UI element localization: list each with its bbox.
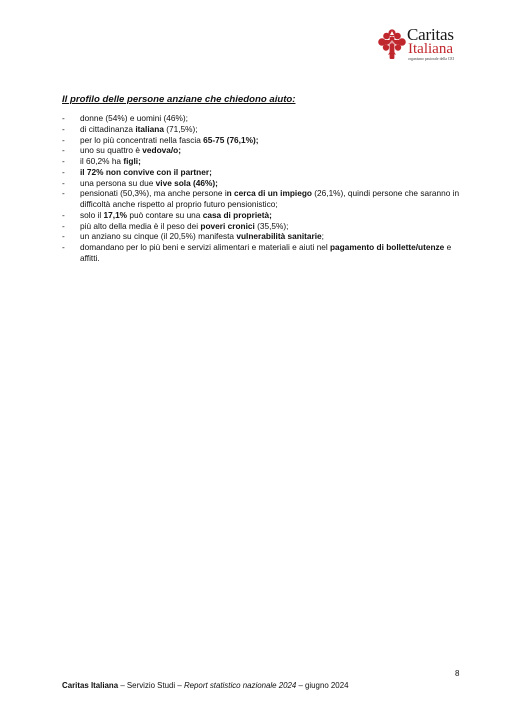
bold-text: n cerca di un impiego [226,188,312,199]
text-segment: domandano per lo più beni e servizi alimentari e materiali e aiuti nel [80,242,330,252]
text-segment: una persona su due [80,177,156,188]
profile-list [62,102,472,264]
logo-name-line1: Caritas [407,25,454,44]
bullet-dash: - [62,188,65,199]
bullet-dash: - [62,113,65,123]
list-item [62,242,472,264]
list-item [62,156,472,167]
logo-name-line2: Italiana [408,41,453,57]
list-item-text [80,113,472,124]
bullet-dash: - [62,209,65,220]
text-segment: più alto della media è il peso dei [80,220,201,231]
section-heading: Il profilo delle persone anziane che chiedono aiuto: [62,94,296,105]
list-item-text [80,178,472,189]
list-item [62,124,472,135]
footer-separator: – [175,681,184,690]
page-footer [62,681,348,690]
list-item [62,221,472,232]
text-segment: solo il [80,209,104,220]
bullet-dash: - [62,166,65,177]
bold-text: pagamento di bollette/utenze [329,242,445,252]
list-spacer [62,102,472,113]
bullet-dash: - [62,123,65,134]
page-number: 8 [455,669,460,678]
list-item-text [80,167,472,178]
bold-text: 17,1% [103,209,128,220]
bold-text: vedova/o; [142,145,182,156]
bold-text: 65-75 (76,1%); [203,134,259,145]
list-item [62,113,472,124]
caritas-cross-icon [377,28,407,62]
footer-separator: – [296,681,306,690]
list-item [62,188,472,210]
text-segment: un anziano su cinque (il 20,5%) manifesta [80,231,237,242]
list-item [62,135,472,146]
text-segment: pensionati (50,3%), ma anche persone i [80,188,227,199]
bold-text: poveri cronici [200,220,255,231]
list-item-text [80,231,472,242]
list-item-text [80,124,472,135]
list-item-text [80,188,472,210]
text-segment: (71,5%); [163,123,198,134]
list-item-text [80,135,472,146]
text-segment: per lo più concentrati nella fascia [80,134,204,145]
list-item-text [80,221,472,232]
list-item-text [80,145,472,156]
bullet-dash: - [62,220,65,231]
list-item [62,178,472,189]
bold-text: italiana [135,123,164,134]
bold-text: il 72% non convive con il partner; [80,166,212,177]
bullet-dash: - [62,231,65,242]
footer-dept: Servizio Studi [126,681,176,690]
bullet-dash: - [62,145,65,156]
bold-text: figli; [123,156,141,166]
text-segment: ; [321,231,324,242]
text-segment: uno su quattro è [80,145,143,156]
logo-tagline: organismo pastorale della CEI [408,57,455,61]
text-segment: può contare su una [127,209,203,220]
list-item-text [80,156,472,167]
bullet-dash: - [62,134,65,145]
list-item [62,210,472,221]
list-item [62,145,472,156]
caritas-logo [377,26,477,70]
footer-org: Caritas Italiana [62,681,119,690]
footer-separator: – [118,681,127,690]
bold-text: vive sola (46%); [155,177,218,188]
footer-date: giugno 2024 [305,681,349,690]
footer-report: Report statistico nazionale 2024 [183,681,297,690]
bold-text: vulnerabilità sanitarie [236,231,322,242]
text-segment: donne (54%) e uomini (46%); [80,113,188,123]
list-item-text [80,242,472,264]
list-item [62,231,472,242]
bullet-dash: - [62,156,65,166]
text-segment: (35,5%); [254,220,289,231]
text-segment: e affitti. [80,242,452,263]
bold-text: casa di proprietà; [202,209,272,220]
text-segment: (26,1%), quindi persone che saranno in difficoltà anche rispetto al proprio futuro pensionistico; [80,188,460,209]
text-segment: il 60,2% ha [80,156,124,166]
bullet-dash: - [62,242,65,252]
list-item [62,167,472,178]
list-item-text [80,210,472,221]
bullet-dash: - [62,177,65,188]
text-segment: di cittadinanza [80,123,136,134]
